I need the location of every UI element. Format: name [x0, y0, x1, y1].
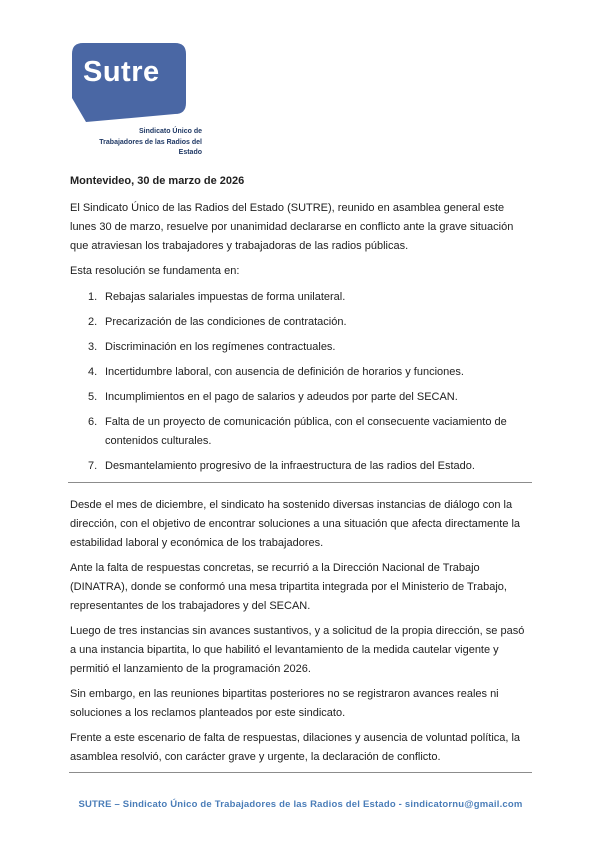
- logo-tagline: [72, 127, 202, 159]
- list-item-number: 3.: [88, 340, 98, 353]
- list-item-text: Incumplimientos en el pago de salarios y adeudos por parte del SECAN.: [105, 390, 458, 403]
- resolution-list: [70, 288, 532, 476]
- footer-line: SUTRE – Sindicato Único de Trabajadores de las Radios del Estado - sindicatornu@gmail.com: [78, 799, 523, 810]
- list-item-text: Falta de un proyecto de comunicación pública, con el consecuente vaciamiento de contenidos culturales.: [105, 415, 507, 447]
- body-paragraph-4: Sin embargo, en las reuniones bipartitas posteriores no se registraron avances reales ni soluciones a los reclamos planteados por este sindicato.: [70, 687, 499, 719]
- logo-speech-bubble: [72, 43, 186, 123]
- list-item-number: 4.: [88, 365, 98, 378]
- list-item-text: Desmantelamiento progresivo de la infraestructura de las radios del Estado.: [105, 459, 475, 472]
- body-paragraph-1: Desde el mes de diciembre, el sindicato ha sostenido diversas instancias de diálogo con la dirección, con el objetivo de encontrar soluciones a una situación que afecta directamente la estabilidad laboral y económica de los trabajadores.: [70, 498, 521, 549]
- logo-wordmark: Sutre: [83, 56, 160, 88]
- body-paragraph-5: Frente a este escenario de falta de respuestas, dilaciones y ausencia de voluntad política, la asamblea resolvió, con carácter grave y urgente, la declaración de conflicto.: [70, 731, 521, 763]
- logo-tagline-line-2: Trabajadores de las Radios del: [99, 138, 202, 146]
- logo-tagline-line-3: Estado: [178, 149, 202, 156]
- list-item-text: Discriminación en los regímenes contractuales.: [105, 340, 336, 353]
- list-item-text: Precarización de las condiciones de contratación.: [105, 315, 347, 328]
- sutre-logo: [72, 43, 532, 159]
- date-line: Montevideo, 30 de marzo de 2026: [70, 174, 245, 187]
- list-item-number: 7.: [88, 459, 98, 472]
- list-item-number: 6.: [88, 415, 98, 428]
- list-item: [88, 363, 532, 382]
- list-item: [88, 457, 532, 476]
- body-paragraph-3: Luego de tres instancias sin avances sustantivos, y a solicitud de la propia dirección, se pasó a una instancia bipartita, lo que habilitó el levantamiento de la medida cautelar vigente y permitió el lanzamiento de la programación 2026.: [70, 624, 525, 675]
- list-item-text: Rebajas salariales impuestas de forma unilateral.: [105, 290, 346, 303]
- list-item: [88, 413, 532, 451]
- list-item-text: Incertidumbre laboral, con ausencia de definición de horarios y funciones.: [105, 365, 464, 378]
- list-intro: Esta resolución se fundamenta en:: [70, 264, 240, 277]
- page-footer: [69, 772, 532, 810]
- intro-paragraph: El Sindicato Único de las Radios del Estado (SUTRE), reunido en asamblea general este lunes 30 de marzo, resuelve por unanimidad declararse en conflicto ante la grave situación que atraviesan los trabajadores y trabajadoras de las radios públicas.: [70, 201, 514, 252]
- list-item-number: 1.: [88, 290, 98, 303]
- list-item-number: 2.: [88, 315, 98, 328]
- list-item-number: 5.: [88, 390, 98, 403]
- section-divider: [68, 482, 532, 483]
- body-paragraph-2: Ante la falta de respuestas concretas, se recurrió a la Dirección Nacional de Trabajo (DINATRA), donde se conformó una mesa tripartita integrada por el Ministerio de Trabajo, representantes de los trabajadores y del SECAN.: [70, 561, 507, 612]
- list-item: [88, 338, 532, 357]
- document-content: [70, 43, 532, 773]
- list-item: [88, 288, 532, 307]
- list-item: [88, 313, 532, 332]
- list-item: [88, 388, 532, 407]
- logo-tagline-line-1: Sindicato Único de: [138, 128, 202, 135]
- footer-divider: [69, 772, 532, 773]
